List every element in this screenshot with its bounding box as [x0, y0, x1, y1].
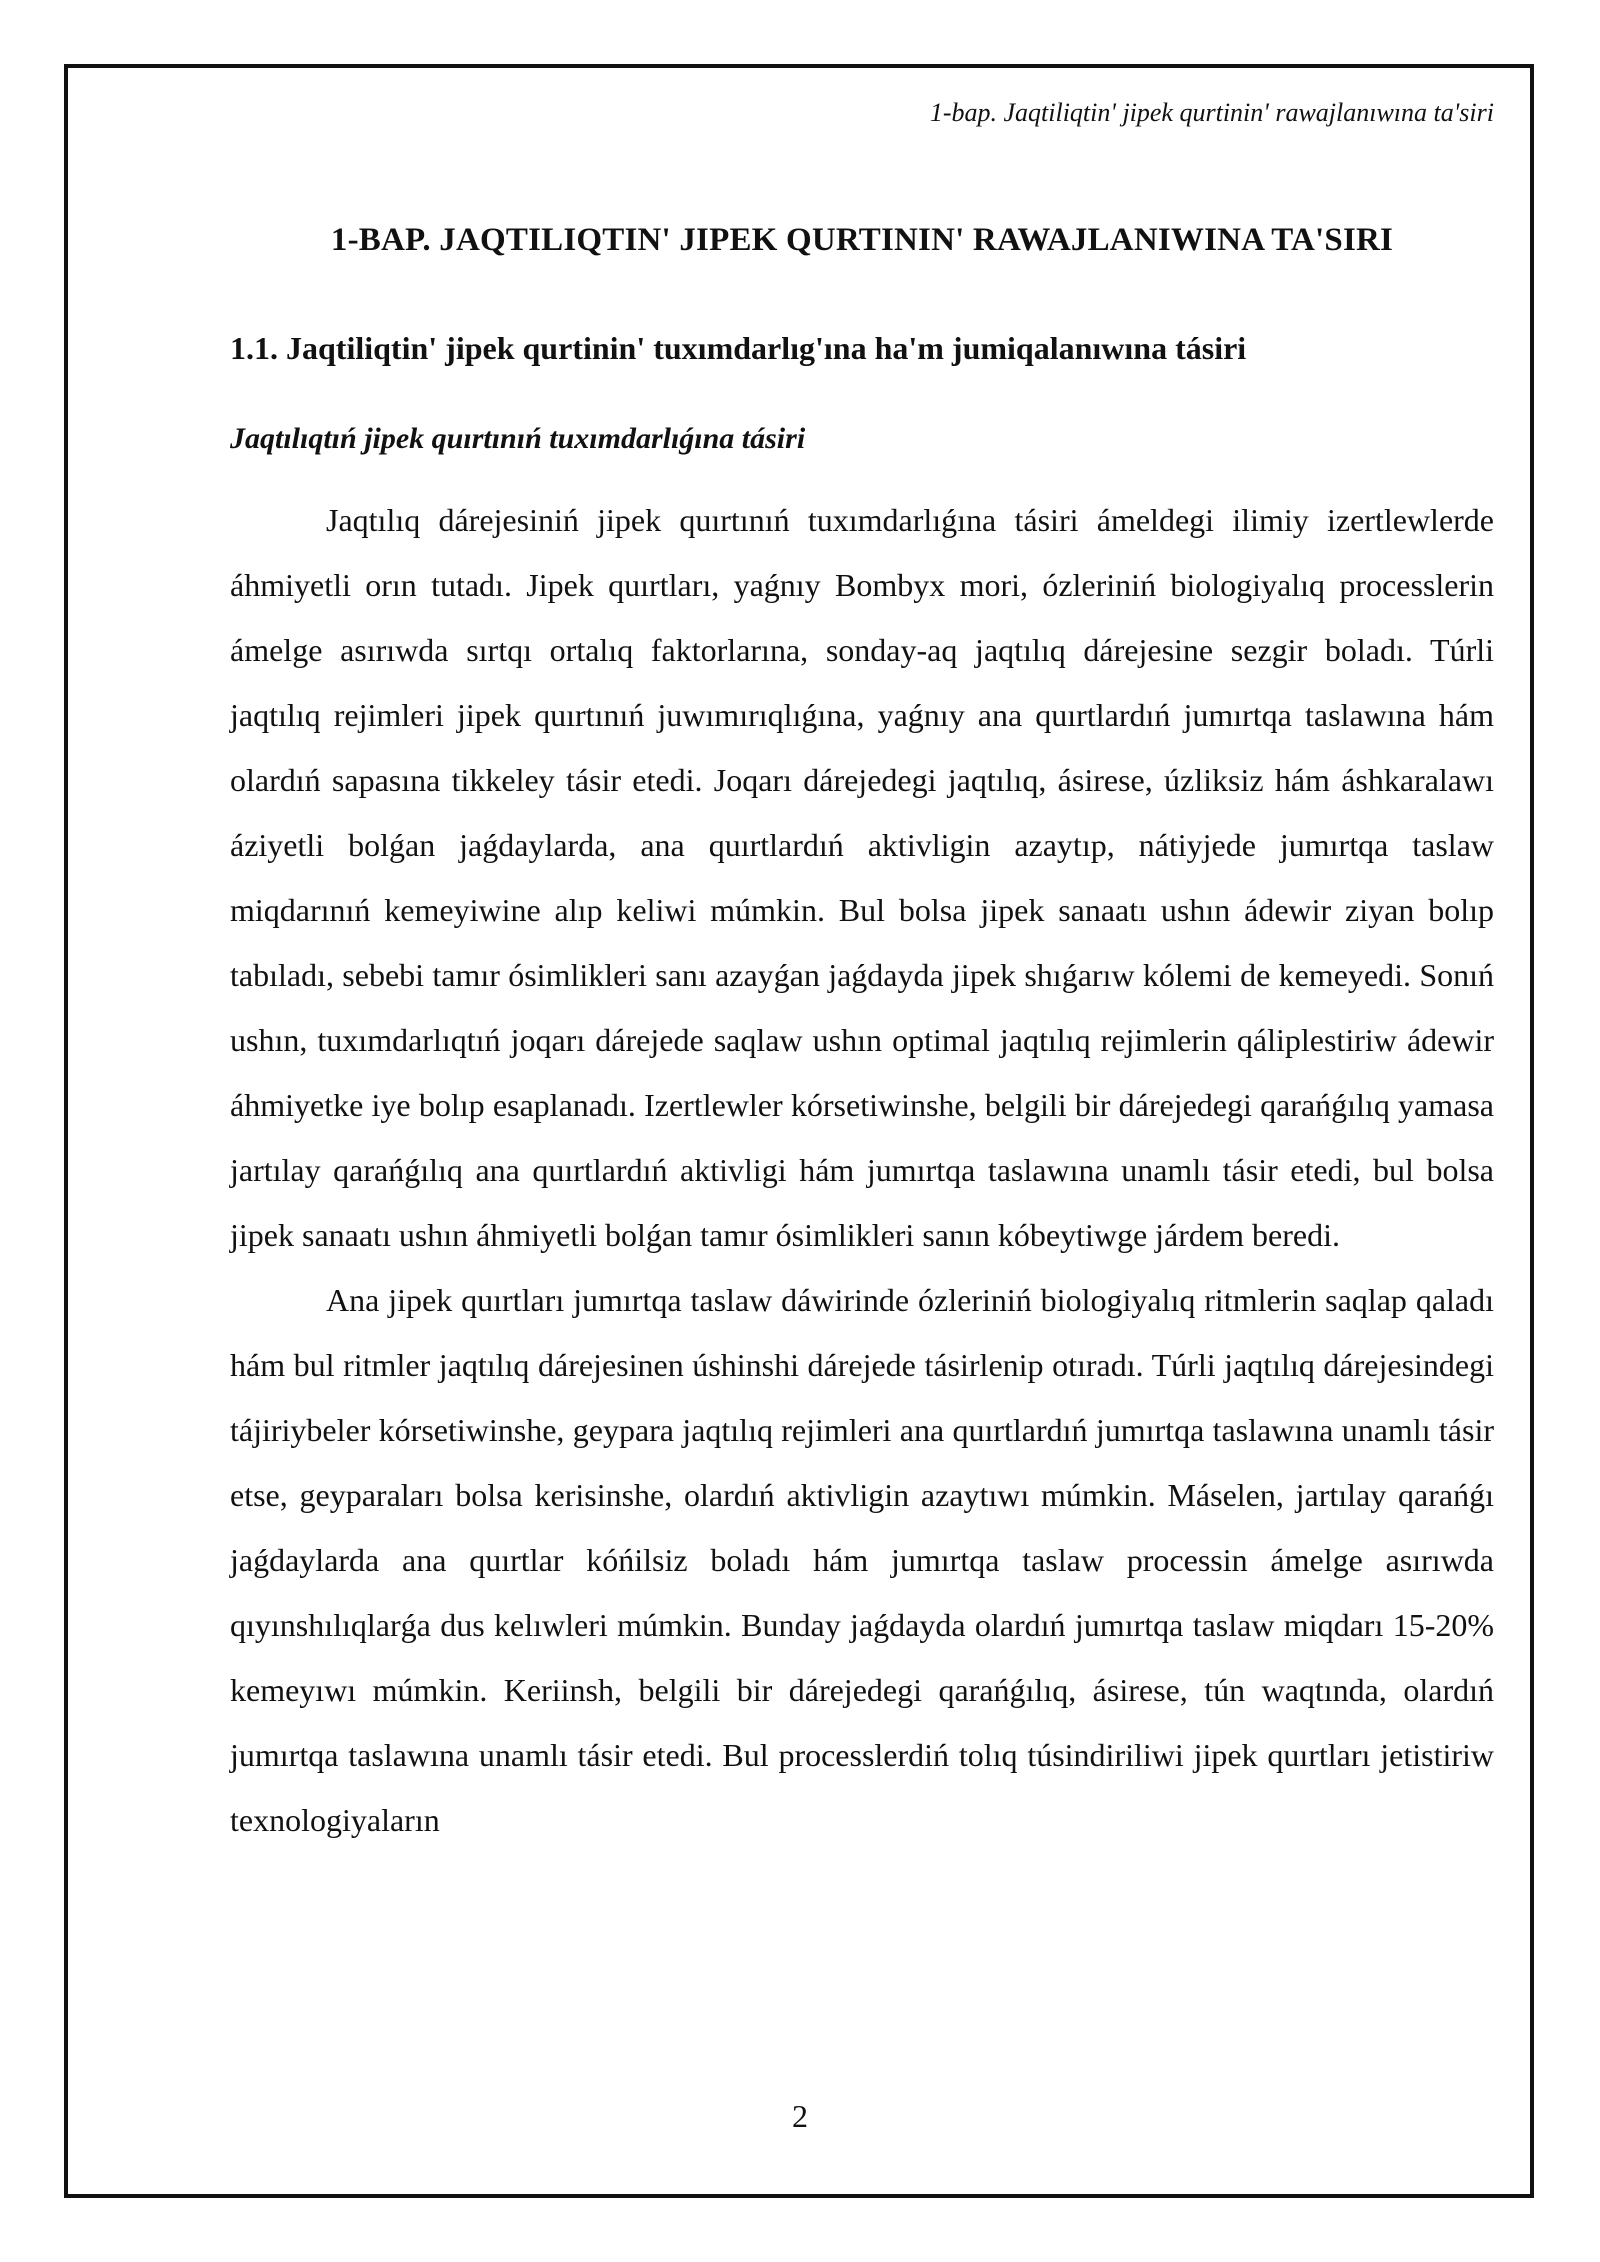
- paragraph-2: Ana jipek quırtları jumırtqa taslaw dáwirinde ózleriniń biologiyalıq ritmlerin saqlap qaladı hám bul ritmler jaqtılıq dárejesinen úshinshi dárejede tásirlenip otıradı. Túrli jaqtılıq dárejesindegi tájiriybeler kórsetiwinshe, geypara jaqtılıq rejimleri ana quırtlardıń jumırtqa taslawına unamlı tásir etse, geyparaları bolsa kerisinshe, olardıń aktivligin azaytıwı múmkin. Máselen, jartılay qarańǵı jaǵdaylarda ana quırtlar kóńilsiz boladı hám jumırtqa taslaw processin ámelge asırıwda qıyınshılıqlarǵa dus kelıwleri múmkin. Bunday jaǵdayda olardıń jumırtqa taslaw miqdarı 15-20% kemeyıwı múmkin. Keriinsh, belgili bir dárejedegi qarańǵılıq, ásirese, tún waqtında, olardıń jumırtqa taslawına unamlı tásir etedi. Bul processlerdiń tolıq túsindiriliwi jipek quırtları jetistiriw texnologiyaların: [230, 1282, 1494, 1838]
- subsection-title: Jaqtılıqtıń jipek quırtınıń tuxımdarlıǵına tásiri: [230, 422, 806, 455]
- page-number: 2: [792, 2098, 808, 2134]
- body-text: [230, 488, 1494, 1853]
- running-header: 1-bap. Jaqtiliqtin' jipek qurtinin' rawajlanıwına ta'siri: [929, 98, 1494, 127]
- section-title: 1.1. Jaqtiliqtin' jipek qurtinin' tuxımdarlıg'ına ha'm jumiqalanıwına tásiri: [230, 330, 1247, 366]
- paragraph-1: Jaqtılıq dárejesiniń jipek quırtınıń tuxımdarlıǵına tásiri ámeldegi ilimiy izertlewlerde áhmiyetli orın tutadı. Jipek quırtları, yaǵnıy Bombyx mori, ózleriniń biologiyalıq processlerin ámelge asırıwda sırtqı ortalıq faktorlarına, sonday-aq jaqtılıq dárejesine sezgir boladı. Túrli jaqtılıq rejimleri jipek quırtınıń juwımırıqlıǵına, yaǵnıy ana quırtlardıń jumırtqa taslawına hám olardıń sapasına tikkeley tásir etedi. Joqarı dárejedegi jaqtılıq, ásirese, úzliksiz hám áshkaralawı áziyetli bolǵan jaǵdaylarda, ana quırtlardıń aktivligin azaytıp, nátiyjede jumırtqa taslaw miqdarınıń kemeyiwine alıp keliwi múmkin. Bul bolsa jipek sanaatı ushın ádewir ziyan bolıp tabıladı, sebebi tamır ósimlikleri sanı azayǵan jaǵdayda jipek shıǵarıw kólemi de kemeyedi. Sonıń ushın, tuxımdarlıqtıń joqarı dárejede saqlaw ushın optimal jaqtılıq rejimlerin qáliplestiriw ádewir áhmiyetke iye bolıp esaplanadı. Izertlewler kórsetiwinshe, belgili bir dárejedegi qarańǵılıq yamasa jartılay qarańǵılıq ana quırtlardıń aktivligi hám jumırtqa taslawına unamlı tásir etedi, bul bolsa jipek sanaatı ushın áhmiyetli bolǵan tamır ósimlikleri sanın kóbeytiwge járdem beredi.: [230, 502, 1494, 1253]
- chapter-title: 1-BAP. JAQTILIQTIN' JIPEK QURTININ' RAWAJLANIWINA TA'SIRI: [330, 222, 1394, 258]
